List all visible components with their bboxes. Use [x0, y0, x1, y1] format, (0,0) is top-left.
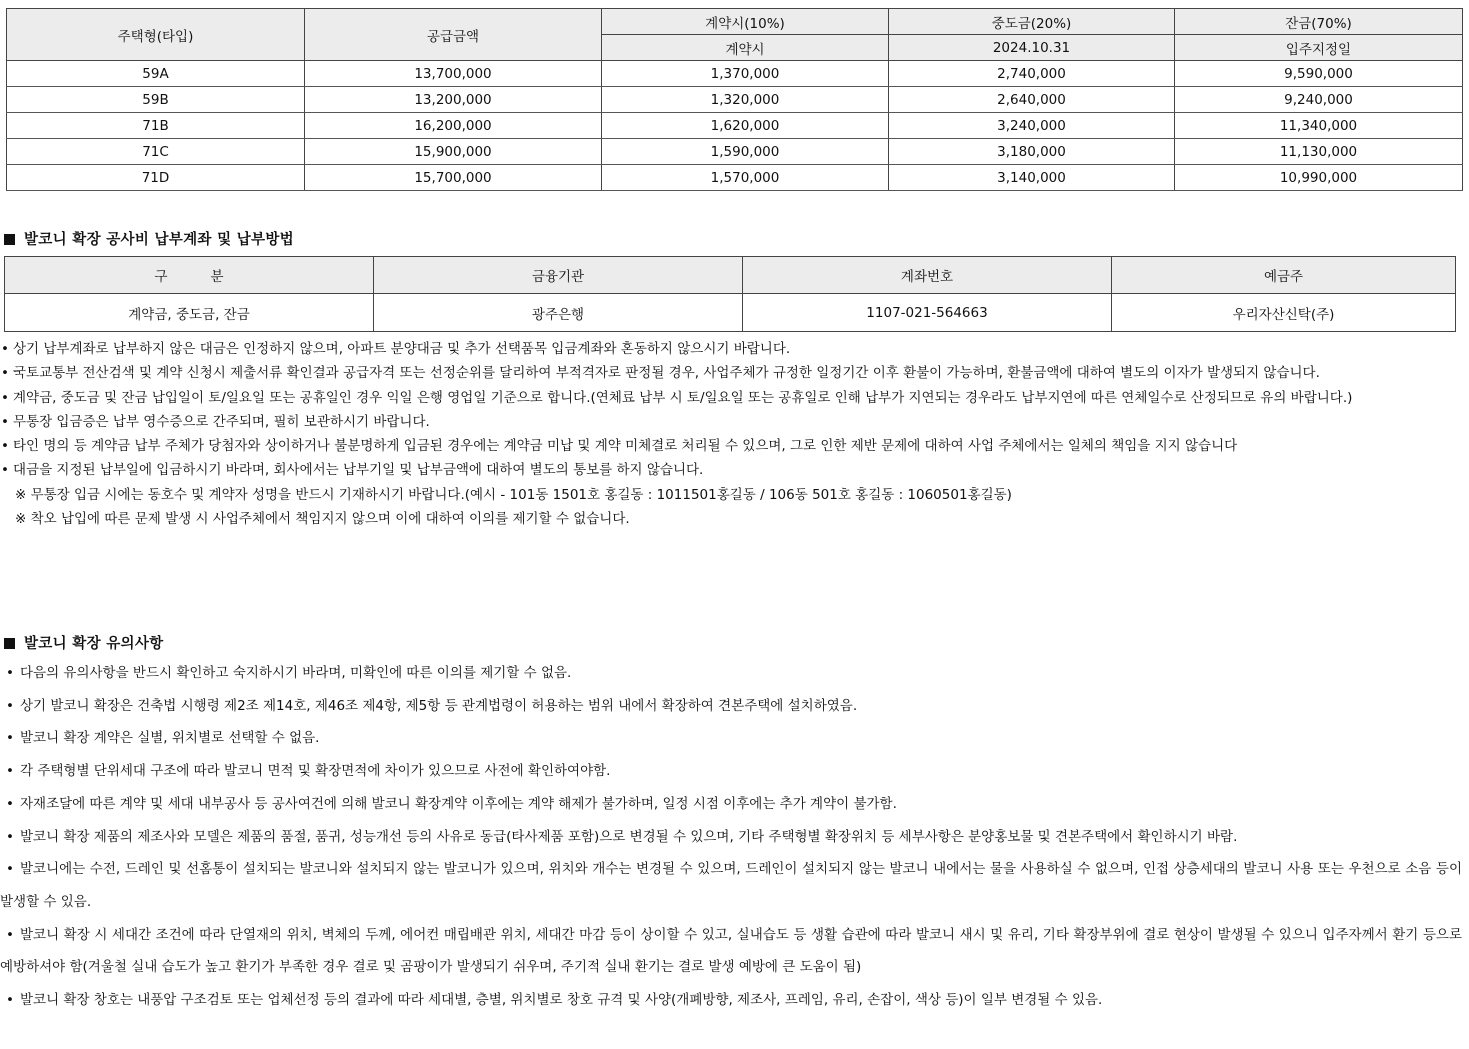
list-item: • 무통장 입금증은 납부 영수증으로 간주되며, 필히 보관하시기 바랍니다.: [0, 410, 1469, 434]
table-row: [7, 165, 1463, 191]
reference-note: ※ 착오 납입에 따른 문제 발생 시 사업주체에서 책임지지 않으며 이에 대하여 이의를 제기할 수 없습니다.: [15, 511, 630, 528]
list-item: • 상기 발코니 확장은 건축법 시행령 제2조 제14호, 제46조 제4항, 제5항 등 관계법령이 허용하는 범위 내에서 확장하여 견본주택에 설치하였음.: [0, 690, 1462, 723]
cell-contract: 1,590,000: [602, 139, 889, 165]
list-item: • 발코니 확장 계약은 실별, 위치별로 선택할 수 없음.: [0, 722, 1462, 755]
bullet: •: [6, 665, 14, 681]
bullet: •: [1, 413, 9, 430]
bullet: •: [6, 992, 14, 1009]
caution-section-title-text: 발코니 확장 유의사항: [24, 636, 164, 652]
bullet: •: [1, 462, 9, 479]
list-item: • 발코니 확장 창호는 내풍압 구조검토 또는 업체선정 등의 결과에 따라 세대별, 층별, 위치별로 창호 규격 및 사양(개폐방향, 제조사, 프레임, 유리, 손잡이, 색상 등)이 일부 변경될 수 있음.: [0, 984, 1462, 1017]
cell-supply: 15,900,000: [305, 139, 602, 165]
list-item: • 상기 납부계좌로 납부하지 않은 대금은 인정하지 않으며, 아파트 분양대금 및 추가 선택품목 입금계좌와 혼동하지 않으시기 바랍니다.: [0, 337, 1469, 361]
bullet: •: [6, 697, 14, 714]
caution-section-title: [4, 632, 163, 653]
cell-balance: 10,990,000: [1175, 165, 1463, 191]
list-item: • 발코니에는 수전, 드레인 및 선홈통이 설치되는 발코니와 설치되지 않는 발코니가 있으며, 위치와 개수는 변경될 수 있으며, 드레인이 설치되지 않는 발코니 내에서는 물을 사용하실 수 없으며, 인접 상층세대의 발코니 사용 또는 우천으로 소음 등이 발생할 수 있음.: [0, 853, 1462, 918]
cell-type: 59B: [7, 87, 305, 113]
header-type: 주택형(타입): [7, 9, 305, 61]
list-item: • 다음의 유의사항을 반드시 확인하고 숙지하시기 바라며, 미확인에 따른 이의를 제기할 수 없음.: [0, 657, 1462, 690]
cell-supply: 16,200,000: [305, 113, 602, 139]
list-item: • 대금을 지정된 납부일에 입금하시기 바라며, 회사에서는 납부기일 및 납부금액에 대하여 별도의 통보를 하지 않습니다.: [0, 458, 1469, 482]
caution-list: [0, 657, 1462, 1017]
list-item: • 발코니 확장 시 세대간 조건에 따라 단열재의 위치, 벽체의 두께, 에어컨 매립배관 위치, 세대간 마감 등이 상이할 수 있고, 실내습도 등 생활 습관에 따라 발코니 새시 및 유리, 기타 확장부위에 결로 현상이 발생될 수 있으니 입주자께서 환기 등으로 예방하셔야 함(겨울철 실내 습도가 높고 환기가 부족한 경우 결로 및 곰팡이가 발생되기 쉬우며, 주기적 실내 환기는 결로 발생 예방에 큰 도움이 됨): [0, 919, 1462, 984]
cell-type: 59A: [7, 61, 305, 87]
list-item: • 계약금, 중도금 및 잔금 납입일이 토/일요일 또는 공휴일인 경우 익일 은행 영업일 기준으로 합니다.(연체료 납부 시 토/일요일 또는 공휴일로 인해 납부가 지연되는 경우라도 납부지연에 따른 연체일수로 산정되므로 유의 바랍니다.): [0, 386, 1469, 410]
header-contract: 계약시(10%): [602, 9, 889, 35]
square-bullet-icon: [4, 234, 15, 245]
header-contract-sub: 계약시: [602, 35, 889, 61]
bullet: •: [6, 730, 14, 747]
cell-supply: 13,700,000: [305, 61, 602, 87]
bullet: •: [1, 438, 9, 455]
cell-middle: 2,740,000: [889, 61, 1175, 87]
list-item: • 타인 명의 등 계약금 납부 주체가 당첨자와 상이하거나 불분명하게 입금된 경우에는 계약금 미납 및 계약 미체결로 처리될 수 있으며, 그로 인한 제반 문제에 대하여 사업 주체에서는 일체의 책임을 지지 않습니다: [0, 434, 1469, 458]
cell-balance: 9,240,000: [1175, 87, 1463, 113]
bullet: •: [1, 341, 9, 357]
cell-bank: 광주은행: [374, 294, 743, 332]
bullet: •: [1, 389, 9, 406]
header-bank: 금융기관: [374, 257, 743, 294]
table-row: [7, 87, 1463, 113]
cell-middle: 3,180,000: [889, 139, 1175, 165]
account-notes: [0, 337, 1469, 531]
cell-middle: 2,640,000: [889, 87, 1175, 113]
cell-balance: 11,130,000: [1175, 139, 1463, 165]
header-middle-sub: 2024.10.31: [889, 35, 1175, 61]
header-holder: 예금주: [1112, 257, 1456, 294]
header-account: 계좌번호: [743, 257, 1112, 294]
cell-supply: 13,200,000: [305, 87, 602, 113]
cell-middle: 3,240,000: [889, 113, 1175, 139]
account-section-title-text: 발코니 확장 공사비 납부계좌 및 납부방법: [24, 232, 294, 248]
cell-type: 71D: [7, 165, 305, 191]
price-table: [6, 8, 1463, 191]
account-table: [4, 256, 1456, 332]
reference-note: ※ 무통장 입금 시에는 동호수 및 계약자 성명을 반드시 기재하시기 바랍니다.(예시 - 101동 1501호 홍길동 : 1011501홍길동 / 106동 501호 홍길동 : 1060501홍길동): [15, 486, 1012, 503]
header-balance-sub: 입주지정일: [1175, 35, 1463, 61]
bullet: •: [6, 861, 14, 878]
cell-contract: 1,320,000: [602, 87, 889, 113]
bullet: •: [6, 828, 14, 845]
table-row: [7, 61, 1463, 87]
header-balance: 잔금(70%): [1175, 9, 1463, 35]
account-section-title: [4, 228, 294, 249]
header-supply: 공급금액: [305, 9, 602, 61]
table-row: [7, 139, 1463, 165]
list-item: • 국토교통부 전산검색 및 계약 신청시 제출서류 확인결과 공급자격 또는 선정순위를 달리하여 부적격자로 판정될 경우, 사업주체가 규정한 일정기간 이후 환불이 가능하며, 환불금액에 대하여 별도의 이자가 발생되지 않습니다.: [0, 361, 1469, 385]
cell-type: 71C: [7, 139, 305, 165]
list-item: • 자재조달에 따른 계약 및 세대 내부공사 등 공사여건에 의해 발코니 확장계약 이후에는 계약 해제가 불가하며, 일정 시점 이후에는 추가 계약이 불가함.: [0, 788, 1462, 821]
table-row: [5, 294, 1456, 332]
cell-supply: 15,700,000: [305, 165, 602, 191]
cell-balance: 9,590,000: [1175, 61, 1463, 87]
bullet: •: [6, 763, 14, 780]
square-bullet-icon: [4, 638, 15, 649]
cell-balance: 11,340,000: [1175, 113, 1463, 139]
header-category: 구 분: [5, 257, 374, 294]
cell-category: 계약금, 중도금, 잔금: [5, 294, 374, 332]
cell-account-number: 1107-021-564663: [743, 294, 1112, 332]
cell-contract: 1,570,000: [602, 165, 889, 191]
cell-contract: 1,370,000: [602, 61, 889, 87]
cell-type: 71B: [7, 113, 305, 139]
list-item: • 발코니 확장 제품의 제조사와 모델은 제품의 품절, 품귀, 성능개선 등의 사유로 동급(타사제품 포함)으로 변경될 수 있으며, 기타 주택형별 확장위치 등 세부사항은 분양홍보물 및 견본주택에서 확인하시기 바람.: [0, 821, 1462, 854]
cell-contract: 1,620,000: [602, 113, 889, 139]
table-row: [7, 113, 1463, 139]
header-middle: 중도금(20%): [889, 9, 1175, 35]
cell-middle: 3,140,000: [889, 165, 1175, 191]
bullet: •: [6, 926, 14, 943]
cell-holder: 우리자산신탁(주): [1112, 294, 1456, 332]
bullet: •: [1, 365, 9, 382]
bullet: •: [6, 795, 14, 812]
list-item: • 각 주택형별 단위세대 구조에 따라 발코니 면적 및 확장면적에 차이가 있으므로 사전에 확인하여야함.: [0, 755, 1462, 788]
